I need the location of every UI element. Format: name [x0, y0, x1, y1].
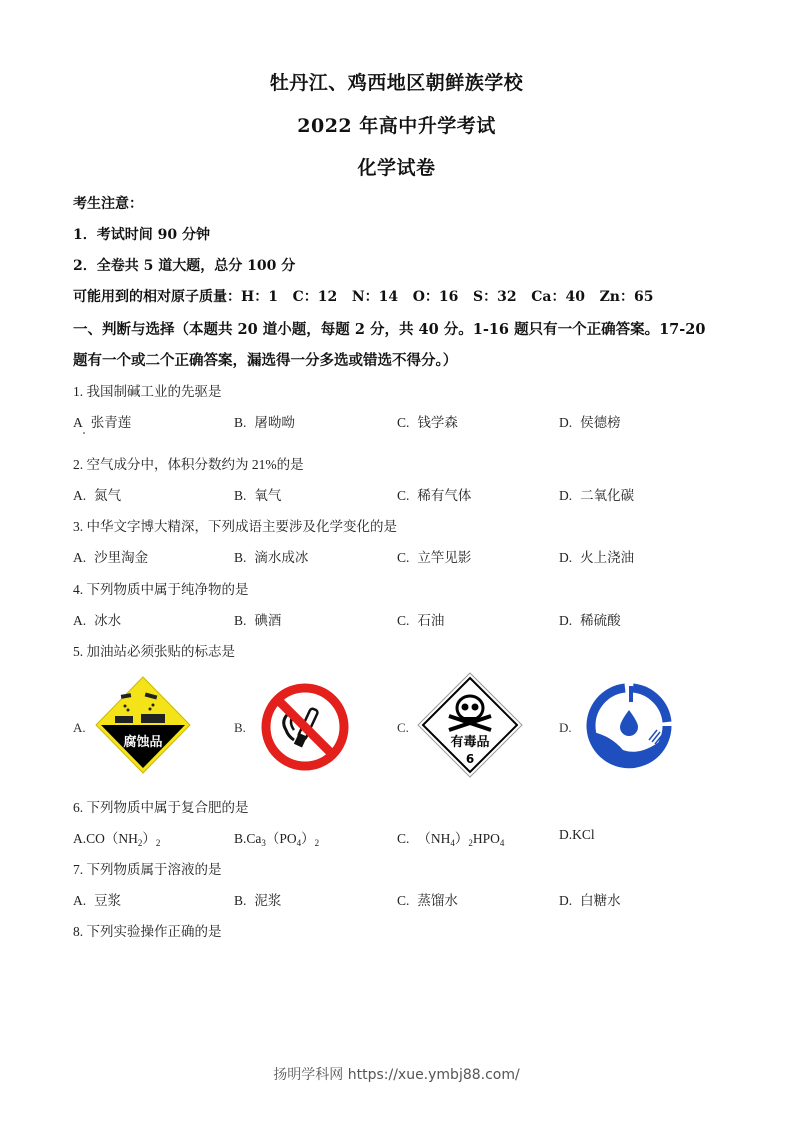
- question-7-options: [73, 889, 753, 909]
- option-7d[interactable]: D. 白糖水: [559, 893, 621, 908]
- option-1d[interactable]: D. 侯德榜: [559, 415, 621, 430]
- option-2a[interactable]: A. 氮气: [73, 488, 122, 503]
- option-1b[interactable]: B. 屠呦呦: [234, 415, 295, 430]
- footer-watermark: 扬明学科网 https://xue.ymbj88.com/: [273, 1067, 520, 1083]
- option-3c[interactable]: C. 立竿见影: [397, 550, 472, 565]
- option-6d[interactable]: D.KCl: [559, 827, 595, 842]
- option-3a[interactable]: A. 沙里淘金: [73, 550, 149, 565]
- option-5c[interactable]: C. 有毒品 6: [397, 672, 537, 782]
- exam-title: 2022 年高中升学考试: [297, 115, 496, 137]
- toxic-class-number: 6: [465, 752, 475, 766]
- scan-speck: [83, 432, 85, 434]
- atomic-masses-line: [73, 286, 653, 306]
- option-2b[interactable]: B. 氧气: [234, 488, 282, 503]
- no-smoking-sign-icon: [260, 682, 350, 772]
- subject-title: 化学试卷: [357, 157, 436, 179]
- atomic-masses-values: H：1 C：12 N：14 O：16 S：32 Ca：40 Zn：65: [241, 289, 654, 305]
- question-6-options: [73, 827, 753, 847]
- section-title-line2: 题有一个或二个正确答案，漏选得一分多选或错选不得分。）: [73, 352, 458, 369]
- toxic-sign-icon: [417, 672, 523, 778]
- section-title-line1: 一、判断与选择（本题共 20 道小题，每题 2 分，共 40 分。1-16 题只有一个正确答案。17-20: [73, 321, 706, 338]
- option-7c[interactable]: C. 蒸馏水: [397, 893, 458, 908]
- formula-urea: $CO(NH_2)_2$: [86, 831, 161, 848]
- notice-heading: 考生注意：: [73, 196, 143, 212]
- option-4a[interactable]: A. 冰水: [73, 613, 122, 628]
- formula-calcium-phosphate: $Ca_3(PO_4)_2$: [246, 831, 320, 848]
- question-2-options: [73, 484, 753, 504]
- option-2c[interactable]: C. 稀有气体: [397, 488, 472, 503]
- question-8-stem: 8. 下列实验操作正确的是: [73, 924, 222, 939]
- option-1a[interactable]: A 张青莲: [73, 415, 132, 430]
- question-4-stem: 4. 下列物质中属于纯净物的是: [73, 582, 249, 597]
- notice-item-score: 2．全卷共 5 道大题，总分 100 分: [73, 258, 296, 274]
- water-saving-sign-icon: [585, 682, 673, 770]
- question-6-stem: 6. 下列物质中属于复合肥的是: [73, 800, 249, 815]
- question-3-stem: 3. 中华文字博大精深，下列成语主要涉及化学变化的是: [73, 519, 397, 534]
- formula-kcl: KCl: [572, 827, 595, 842]
- school-title: 牡丹江、鸡西地区朝鲜族学校: [269, 72, 524, 94]
- question-1-stem: 1. 我国制碱工业的先驱是: [73, 384, 222, 399]
- option-4b[interactable]: B. 碘酒: [234, 613, 282, 628]
- option-1c[interactable]: C. 钱学森: [397, 415, 458, 430]
- question-5-options: [73, 672, 753, 782]
- question-1-options: [73, 411, 753, 431]
- option-2d[interactable]: D. 二氧化碳: [559, 488, 635, 503]
- question-4-options: [73, 609, 753, 629]
- atomic-masses-label: 可能用到的相对原子质量：: [73, 289, 241, 305]
- option-6b[interactable]: $B.Ca_3(PO_4)_2$: [234, 831, 320, 848]
- corrosive-sign-icon: [95, 676, 191, 774]
- question-5-stem: 5. 加油站必须张贴的标志是: [73, 644, 235, 659]
- notice-item-time: 1．考试时间 90 分钟: [73, 227, 210, 243]
- question-3-options: [73, 546, 753, 566]
- option-3b[interactable]: B. 滴水成冰: [234, 550, 309, 565]
- option-4c[interactable]: C. 石油: [397, 613, 445, 628]
- question-2-stem: 2. 空气成分中，体积分数约为 21%的是: [73, 457, 304, 472]
- corrosive-label: 腐蚀品: [123, 735, 163, 750]
- option-5a[interactable]: A. 腐蚀品: [73, 672, 213, 782]
- option-6c[interactable]: C. $(NH_4)_2HPO_4$: [397, 831, 505, 848]
- toxic-label: 有毒品: [450, 735, 490, 750]
- option-7b[interactable]: B. 泥浆: [234, 893, 282, 908]
- option-5b[interactable]: B.: [234, 672, 374, 782]
- option-5d[interactable]: D.: [559, 672, 699, 782]
- option-4d[interactable]: D. 稀硫酸: [559, 613, 621, 628]
- question-7-stem: 7. 下列物质属于溶液的是: [73, 862, 222, 877]
- option-7a[interactable]: A. 豆浆: [73, 893, 122, 908]
- option-3d[interactable]: D. 火上浇油: [559, 550, 635, 565]
- option-6a[interactable]: $A.CO(NH_2)_2$: [73, 831, 161, 848]
- formula-diammonium-phosphate: $(NH_4)_2HPO_4$: [417, 831, 505, 848]
